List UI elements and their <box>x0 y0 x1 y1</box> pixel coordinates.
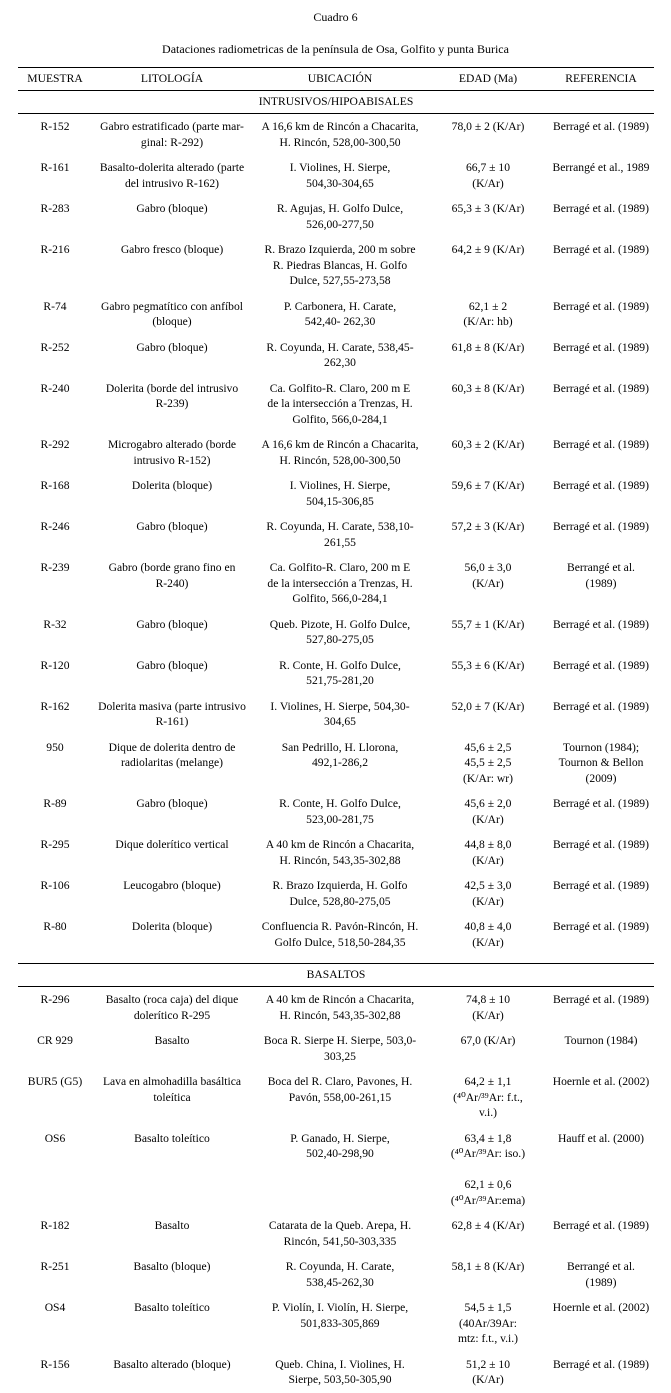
cell-referencia: Berragé et al. (1989) <box>553 838 649 851</box>
cell-edad: 40,8 ± 4,0 (K/Ar) <box>464 920 512 949</box>
cell-edad: 62,8 ± 4 (K/Ar) <box>451 1219 525 1232</box>
cell-ubicacion: Queb. Pizote, H. Golfo Dulce, 527,80-275,05 <box>269 617 411 646</box>
cell-edad: 66,7 ± 10 (K/Ar) <box>465 161 511 190</box>
cell-ubicacion: A 16,6 km de Rincón a Chacarita, H. Rincón, 528,00-300,50 <box>261 438 419 467</box>
table-row <box>18 335 654 376</box>
cell-edad: 42,5 ± 3,0 (K/Ar) <box>464 879 512 908</box>
cell-referencia: Tournon (1984) <box>564 1034 638 1047</box>
table-row <box>18 294 654 335</box>
cell-muestra: R-32 <box>43 617 67 631</box>
table-row <box>18 1028 654 1069</box>
table-row <box>18 1254 654 1295</box>
table-row <box>18 237 654 294</box>
cell-ubicacion: R. Coyunda, H. Carate, 538,10- 261,55 <box>266 520 414 549</box>
cell-edad: 45,6 ± 2,0 (K/Ar) <box>464 797 512 826</box>
cell-referencia: Berragé et al. (1989) <box>553 993 649 1006</box>
cell-referencia: Tournon (1984); Tournon & Bellon (2009) <box>558 740 644 785</box>
cell-ubicacion: I. Violines, H. Sierpe, 504,15-306,85 <box>289 479 391 508</box>
cell-muestra: R-292 <box>40 438 70 451</box>
cell-litologia: Dolerita (bloque) <box>131 479 213 492</box>
cell-muestra: CR 929 <box>37 1034 73 1047</box>
cell-edad: 52,0 ± 7 (K/Ar) <box>451 699 525 713</box>
cell-referencia: Berragé et al. (1989) <box>553 879 649 892</box>
cell-edad: 65,3 ± 3 (K/Ar) <box>451 202 525 215</box>
table-row <box>18 653 654 694</box>
cell-referencia: Berragé et al. (1989) <box>553 438 649 451</box>
table-row <box>18 514 654 555</box>
cell-edad: 59,6 ± 7 (K/Ar) <box>451 479 525 492</box>
header-ubicacion: UBICACIÓN <box>252 68 428 91</box>
table-row <box>18 1295 654 1352</box>
table-row <box>18 473 654 514</box>
cell-muestra: R-161 <box>40 161 70 174</box>
cell-ubicacion: P. Carbonera, H. Carate, 542,40- 262,30 <box>283 299 397 328</box>
cell-muestra: R-89 <box>43 797 67 810</box>
cell-litologia: Basalto toleítico <box>134 1131 210 1145</box>
cell-muestra: R-156 <box>40 1357 70 1371</box>
table-row <box>18 1126 654 1214</box>
cell-referencia: Berragé et al. (1989) <box>553 658 649 672</box>
section-heading: BASALTOS <box>18 964 654 987</box>
cell-referencia: Hoernle et al. (2002) <box>552 1301 650 1314</box>
cell-ubicacion: A 40 km de Rincón a Chacarita, H. Rincón, 543,35-302,88 <box>265 838 415 867</box>
cell-edad: 78,0 ± 2 (K/Ar) <box>451 120 525 133</box>
cell-referencia: Berragé et al. (1989) <box>553 243 649 256</box>
cell-ubicacion: Ca. Golfito-R. Claro, 200 m E de la intersección a Trenzas, H. Golfito, 566,0-284,1 <box>267 561 413 605</box>
cell-edad: 67,0 (K/Ar) <box>460 1034 516 1047</box>
cell-litologia: Gabro (bloque) <box>136 202 208 215</box>
table-row <box>18 832 654 873</box>
cell-referencia: Hoernle et al. (2002) <box>552 1075 650 1088</box>
cell-litologia: Dique de dolerita dentro de radiolaritas (melange) <box>108 740 236 769</box>
cell-litologia: Basalto toleítico <box>134 1301 210 1314</box>
section-divider <box>18 955 654 964</box>
cell-ubicacion: R. Coyunda, H. Carate, 538,45-262,30 <box>285 1260 395 1289</box>
cell-referencia: Berragé et al. (1989) <box>553 340 649 354</box>
cell-ubicacion: I. Violines, H. Sierpe, 504,30-304,65 <box>289 161 391 190</box>
cell-edad: 51,2 ± 10 (K/Ar) <box>465 1357 511 1386</box>
cell-edad: 64,2 ± 9 (K/Ar) <box>451 243 525 256</box>
cell-edad: 60,3 ± 2 (K/Ar) <box>451 438 525 451</box>
cell-litologia: Gabro (bloque) <box>136 658 208 672</box>
cell-litologia: Dolerita (borde del intrusivo R-239) <box>105 381 239 410</box>
cell-referencia: Berragé et al. (1989) <box>553 797 649 810</box>
cell-muestra: R-168 <box>40 479 70 492</box>
cell-litologia: Basalto (roca caja) del dique dolerítico R-295 <box>105 993 239 1022</box>
table-number: Cuadro 6 <box>313 10 358 24</box>
table-row <box>18 376 654 433</box>
table-row <box>18 612 654 653</box>
header-litologia: LITOLOGÍA <box>92 68 252 91</box>
cell-referencia: Berrangé et al. (1989) <box>567 1260 635 1289</box>
header-muestra: MUESTRA <box>18 68 92 91</box>
section-heading-row <box>18 964 654 987</box>
cell-muestra: R-251 <box>40 1260 70 1273</box>
dating-table <box>18 67 654 1393</box>
cell-referencia: Berragé et al. (1989) <box>553 920 649 933</box>
table-row <box>18 735 654 792</box>
cell-litologia: Dolerita masiva (parte intrusivo R-161) <box>98 699 246 728</box>
table-row <box>18 555 654 612</box>
table-row <box>18 432 654 473</box>
cell-muestra: R-246 <box>40 520 70 533</box>
cell-muestra: R-216 <box>40 243 70 256</box>
cell-litologia: Basalto alterado (bloque) <box>113 1357 231 1371</box>
cell-ubicacion: I. Violines, H. Sierpe, 504,30- 304,65 <box>270 699 410 728</box>
cell-muestra: R-182 <box>40 1219 70 1232</box>
cell-ubicacion: R. Conte, H. Golfo Dulce, 521,75-281,20 <box>279 658 401 687</box>
cell-ubicacion: A 16,6 km de Rincón a Chacarita, H. Rincón, 528,00-300,50 <box>261 120 419 149</box>
cell-litologia: Lava en almohadilla basáltica toleítica <box>102 1075 242 1104</box>
table-row <box>18 914 654 955</box>
table-row <box>18 1352 654 1393</box>
table-row <box>18 791 654 832</box>
cell-muestra: R-80 <box>43 920 67 933</box>
cell-ubicacion: Ca. Golfito-R. Claro, 200 m E de la intersección a Trenzas, H. Golfito, 566,0-284,1 <box>267 381 413 426</box>
cell-referencia: Berragé et al. (1989) <box>553 699 649 713</box>
cell-muestra: R-162 <box>40 699 70 713</box>
cell-muestra: R-240 <box>40 381 70 395</box>
cell-litologia: Gabro fresco (bloque) <box>120 243 224 256</box>
cell-edad: 57,2 ± 3 (K/Ar) <box>451 520 525 533</box>
cell-litologia: Leucogabro (bloque) <box>123 879 221 892</box>
cell-ubicacion: P. Ganado, H. Sierpe, 502,40-298,90 <box>290 1131 390 1160</box>
cell-muestra: BUR5 (G5) <box>27 1075 83 1088</box>
cell-referencia: Berragé et al. (1989) <box>553 299 649 313</box>
cell-edad: 63,4 ± 1,8 (⁴⁰Ar/³⁹Ar: iso.) 62,1 ± 0,6 (⁴⁰Ar/³⁹Ar:ema) <box>450 1131 526 1207</box>
cell-referencia: Berragé et al. (1989) <box>553 202 649 215</box>
cell-muestra: R-296 <box>40 993 70 1006</box>
cell-litologia: Gabro (bloque) <box>136 520 208 533</box>
cell-ubicacion: R. Brazo Izquierda, H. Golfo Dulce, 528,80-275,05 <box>272 879 408 908</box>
cell-ubicacion: Catarata de la Queb. Arepa, H. Rincón, 541,50-303,335 <box>268 1219 412 1248</box>
cell-litologia: Gabro (bloque) <box>136 340 208 354</box>
table-row <box>18 694 654 735</box>
cell-ubicacion: R. Brazo Izquierda, 200 m sobre R. Piedras Blancas, H. Golfo Dulce, 527,55-273,58 <box>264 243 416 287</box>
cell-litologia: Basalto <box>154 1219 190 1232</box>
cell-edad: 60,3 ± 8 (K/Ar) <box>451 381 525 395</box>
cell-edad: 45,6 ± 2,5 45,5 ± 2,5 (K/Ar: wr) <box>463 740 513 785</box>
cell-edad: 55,3 ± 6 (K/Ar) <box>451 658 525 672</box>
cell-litologia: Gabro (borde grano fino en R-240) <box>108 561 236 590</box>
cell-edad: 74,8 ± 10 (K/Ar) <box>465 993 511 1022</box>
cell-muestra: 950 <box>46 740 64 754</box>
cell-referencia: Berrangé et al., 1989 <box>552 161 650 174</box>
cell-ubicacion: R. Conte, H. Golfo Dulce, 523,00-281,75 <box>279 797 401 826</box>
cell-litologia: Basalto <box>154 1034 190 1047</box>
cell-muestra: OS6 <box>44 1131 66 1145</box>
table-row <box>18 1213 654 1254</box>
cell-litologia: Gabro (bloque) <box>136 617 208 631</box>
cell-edad: 64,2 ± 1,1 (⁴⁰Ar/³⁹Ar: f.t., v.i.) <box>453 1075 523 1119</box>
cell-muestra: R-252 <box>40 340 70 354</box>
table-row <box>18 873 654 914</box>
cell-edad: 58,1 ± 8 (K/Ar) <box>451 1260 525 1273</box>
cell-muestra: R-295 <box>40 838 70 851</box>
cell-edad: 54,5 ± 1,5 (40Ar/39Ar: mtz: f.t., v.i.) <box>457 1301 519 1345</box>
cell-edad: 61,8 ± 8 (K/Ar) <box>451 340 525 354</box>
cell-muestra: R-239 <box>40 561 70 574</box>
table-body <box>18 91 654 1393</box>
cell-referencia: Berragé et al. (1989) <box>553 381 649 395</box>
cell-litologia: Basalto-dolerita alterado (parte del intrusivo R-162) <box>99 161 245 190</box>
cell-ubicacion: Confluencia R. Pavón-Rincón, H. Golfo Dulce, 518,50-284,35 <box>261 920 419 949</box>
cell-ubicacion: P. Violín, I. Violín, H. Sierpe, 501,833-305,869 <box>271 1301 409 1330</box>
cell-ubicacion: Queb. China, I. Violines, H. Sierpe, 503,50-305,90 <box>275 1357 405 1386</box>
cell-edad: 44,8 ± 8,0 (K/Ar) <box>464 838 512 867</box>
cell-referencia: Berrangé et al. (1989) <box>567 561 635 590</box>
cell-referencia: Berragé et al. (1989) <box>553 617 649 631</box>
cell-referencia: Berragé et al. (1989) <box>553 520 649 533</box>
section-heading-row <box>18 91 654 114</box>
cell-referencia: Berragé et al. (1989) <box>553 1357 649 1371</box>
cell-litologia: Dolerita (bloque) <box>131 920 213 933</box>
cell-muestra: OS4 <box>44 1301 66 1314</box>
cell-muestra: R-283 <box>40 202 70 215</box>
header-edad: EDAD (Ma) <box>428 68 548 91</box>
cell-litologia: Basalto (bloque) <box>133 1260 211 1273</box>
cell-ubicacion: San Pedrillo, H. Llorona, 492,1-286,2 <box>281 740 399 769</box>
cell-litologia: Gabro estratificado (parte mar- ginal: R-292) <box>100 120 244 149</box>
table-row <box>18 155 654 196</box>
cell-ubicacion: R. Coyunda, H. Carate, 538,45- 262,30 <box>266 340 414 369</box>
cell-muestra: R-74 <box>43 299 67 313</box>
table-row <box>18 196 654 237</box>
cell-muestra: R-152 <box>40 120 70 133</box>
cell-ubicacion: Boca R. Sierpe H. Sierpe, 503,0- 303,25 <box>263 1034 417 1063</box>
table-row <box>18 1069 654 1126</box>
table-caption: Dataciones radiometricas de la península de Osa, Golfito y punta Burica <box>162 42 509 56</box>
cell-ubicacion: R. Agujas, H. Golfo Dulce, 526,00-277,50 <box>276 202 404 231</box>
cell-ubicacion: A 40 km de Rincón a Chacarita, H. Rincón, 543,35-302,88 <box>265 993 415 1022</box>
cell-muestra: R-120 <box>40 658 70 672</box>
header-referencia: REFERENCIA <box>548 68 654 91</box>
cell-referencia: Berragé et al. (1989) <box>553 479 649 492</box>
cell-litologia: Microgabro alterado (borde intrusivo R-152) <box>107 438 237 467</box>
cell-referencia: Hauff et al. (2000) <box>557 1131 645 1145</box>
cell-litologia: Gabro (bloque) <box>136 797 208 810</box>
cell-muestra: R-106 <box>40 879 70 892</box>
cell-referencia: Berragé et al. (1989) <box>553 120 649 133</box>
section-heading: INTRUSIVOS/HIPOABISALES <box>18 91 654 114</box>
table-row <box>18 114 654 156</box>
cell-ubicacion: Boca del R. Claro, Pavones, H. Pavón, 558,00-261,15 <box>267 1075 413 1104</box>
cell-litologia: Dique dolerítico vertical <box>115 838 229 851</box>
cell-litologia: Gabro pegmatítico con anfíbol (bloque) <box>101 299 243 328</box>
cell-referencia: Berragé et al. (1989) <box>553 1219 649 1232</box>
table-row <box>18 987 654 1029</box>
cell-edad: 55,7 ± 1 (K/Ar) <box>451 617 525 631</box>
header-row <box>18 68 654 91</box>
cell-edad: 62,1 ± 2 (K/Ar: hb) <box>463 299 513 328</box>
cell-edad: 56,0 ± 3,0 (K/Ar) <box>464 561 512 590</box>
section-gap <box>18 955 654 964</box>
